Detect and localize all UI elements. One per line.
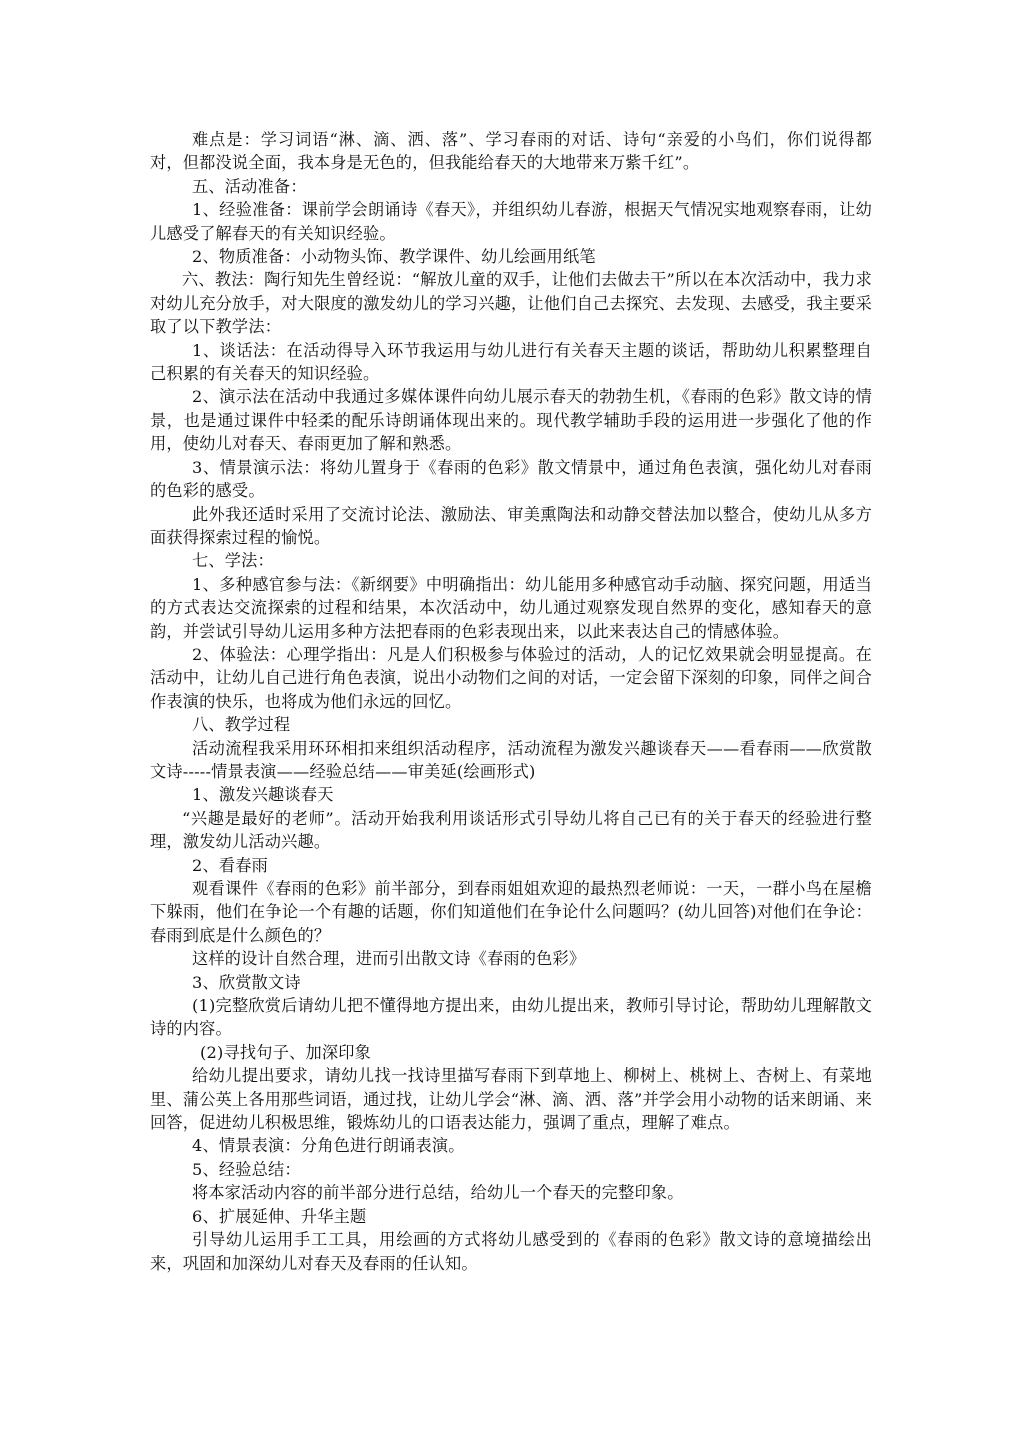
paragraph-demonstration-method: 2、演示法在活动中我通过多媒体课件向幼儿展示春天的勃勃生机，《春雨的色彩》散文诗的情景，也是通过课件中轻柔的配乐诗朗诵体现出来的。现代教学辅助手段的运用进一步强化了他的作用，使幼儿对春天、春雨更加了解和熟悉。 — [150, 387, 872, 454]
paragraph-summary: 将本家活动内容的前半部分进行总结，给幼儿一个春天的完整印象。 — [192, 1183, 684, 1203]
paragraph-other-methods: 此外我还适时采用了交流讨论法、激励法、审美熏陶法和动静交替法加以整合，使幼儿从多方面获得探索过程的愉悦。 — [150, 504, 872, 547]
heading-extension: 6、扩展延伸、升华主题 — [192, 1206, 367, 1226]
paragraph-multi-sense-method: 1、多种感官参与法：《新纲要》中明确指出：幼儿能用多种感官动手动脑、探究问题，用适当的方式表达交流探索的过程和结果，本次活动中，幼儿通过观察发现自然界的变化，感知春天的意韵，并尝试引导幼儿运用多种方法把春雨的色彩表现出来，以此来表达自己的情感体验。 — [150, 574, 872, 641]
heading-activity-preparation: 五、活动准备： — [192, 176, 307, 196]
heading-learning-method: 七、学法： — [192, 551, 274, 571]
paragraph-difficulty: 难点是：学习词语“淋、滴、洒、落”、学习春雨的对话、诗句“亲爱的小鸟们，你们说得都对，但都没说全面，我本身是无色的，但我能给春天的大地带来万紫千红”。 — [150, 130, 872, 173]
paragraph-interest-teacher: “兴趣是最好的老师”。活动开始我利用谈话形式引导幼儿将自己已有的关于春天的经验进行整理，激发幼儿活动兴趣。 — [150, 808, 872, 852]
paragraph-extension: 引导幼儿运用手工工具，用绘画的方式将幼儿感受到的《春雨的色彩》散文诗的意境描绘出来，巩固和加深幼儿对春天及春雨的任认知。 — [150, 1230, 872, 1273]
paragraph-find-sentences: 给幼儿提出要求，请幼儿找一找诗里描写春雨下到草地上、柳树上、桃树上、杏树上、有菜地里、蒲公英上各用那些词语，通过找，让幼儿学会“淋、滴、洒、落”并学会用小动物的话来朗诵、来回答，促进幼儿积极思维，锻炼幼儿的口语表达能力，强调了重点，理解了难点。 — [150, 1066, 872, 1133]
paragraph-watch-courseware: 观看课件《春雨的色彩》前半部分，到春雨姐姐欢迎的最热烈老师说：一天，一群小鸟在屋檐下躲雨，他们在争论一个有趣的话题，你们知道他们在争论什么问题吗？(幼儿回答)对他们在争论：春雨到底是什么颜色的？ — [150, 879, 872, 945]
paragraph-experience-method: 2、体验法：心理学指出：凡是人们积极参与体验过的活动，人的记忆效果就会明显提高。在活动中，让幼儿自己进行角色表演，说出小动物们之间的对话，一定会留下深刻的印象，同伴之间合作表演的快乐，也将成为他们永远的回忆。 — [150, 644, 872, 711]
heading-stimulate-interest: 1、激发兴趣谈春天 — [192, 785, 334, 805]
heading-experience-summary: 5、经验总结： — [192, 1159, 301, 1179]
paragraph-complete-appreciation: (1)完整欣赏后请幼儿把不懂得地方提出来，由幼儿提出来，教师引导讨论，帮助幼儿理解散文诗的内容。 — [150, 996, 872, 1039]
heading-appreciate-prose-poem: 3、欣赏散文诗 — [192, 972, 301, 992]
paragraph-design-reasonable: 这样的设计自然合理，进而引出散文诗《春雨的色彩》 — [192, 949, 586, 969]
document-page — [150, 128, 872, 1275]
heading-watch-spring-rain: 2、看春雨 — [192, 855, 269, 875]
paragraph-material-preparation: 2、物质准备：小动物头饰、教学课件、幼儿绘画用纸笔 — [192, 247, 596, 267]
heading-find-sentences: (2)寻找句子、加深印象 — [200, 1042, 372, 1062]
paragraph-teaching-method: 六、教法：陶行知先生曾经说：“解放儿童的双手，让他们去做去干”所以在本次活动中，我力求对幼儿充分放手，对大限度的激发幼儿的学习兴趣，让他们自己去探究、去发现、去感受，我主要采取了以下教学法： — [150, 270, 872, 337]
paragraph-conversation-method: 1、谈话法：在活动得导入环节我运用与幼儿进行有关春天主题的谈话，帮助幼儿积累整理自己积累的有关春天的知识经验。 — [150, 340, 872, 384]
paragraph-activity-flow: 活动流程我采用环环相扣来组织活动程序，活动流程为激发兴趣谈春天——看春雨——欣赏散文诗-----情景表演——经验总结——审美延(绘画形式) — [150, 738, 872, 781]
paragraph-experience-preparation: 1、经验准备：课前学会朗诵诗《春天》，并组织幼儿春游，根据天气情况实地观察春雨，让幼儿感受了解春天的有关知识经验。 — [150, 200, 872, 243]
paragraph-scene-performance: 4、情景表演：分角色进行朗诵表演。 — [192, 1136, 465, 1156]
paragraph-scene-demonstration-method: 3、情景演示法：将幼儿置身于《春雨的色彩》散文情景中，通过角色表演，强化幼儿对春雨的色彩的感受。 — [150, 457, 872, 501]
heading-teaching-process: 八、教学过程 — [192, 715, 291, 735]
